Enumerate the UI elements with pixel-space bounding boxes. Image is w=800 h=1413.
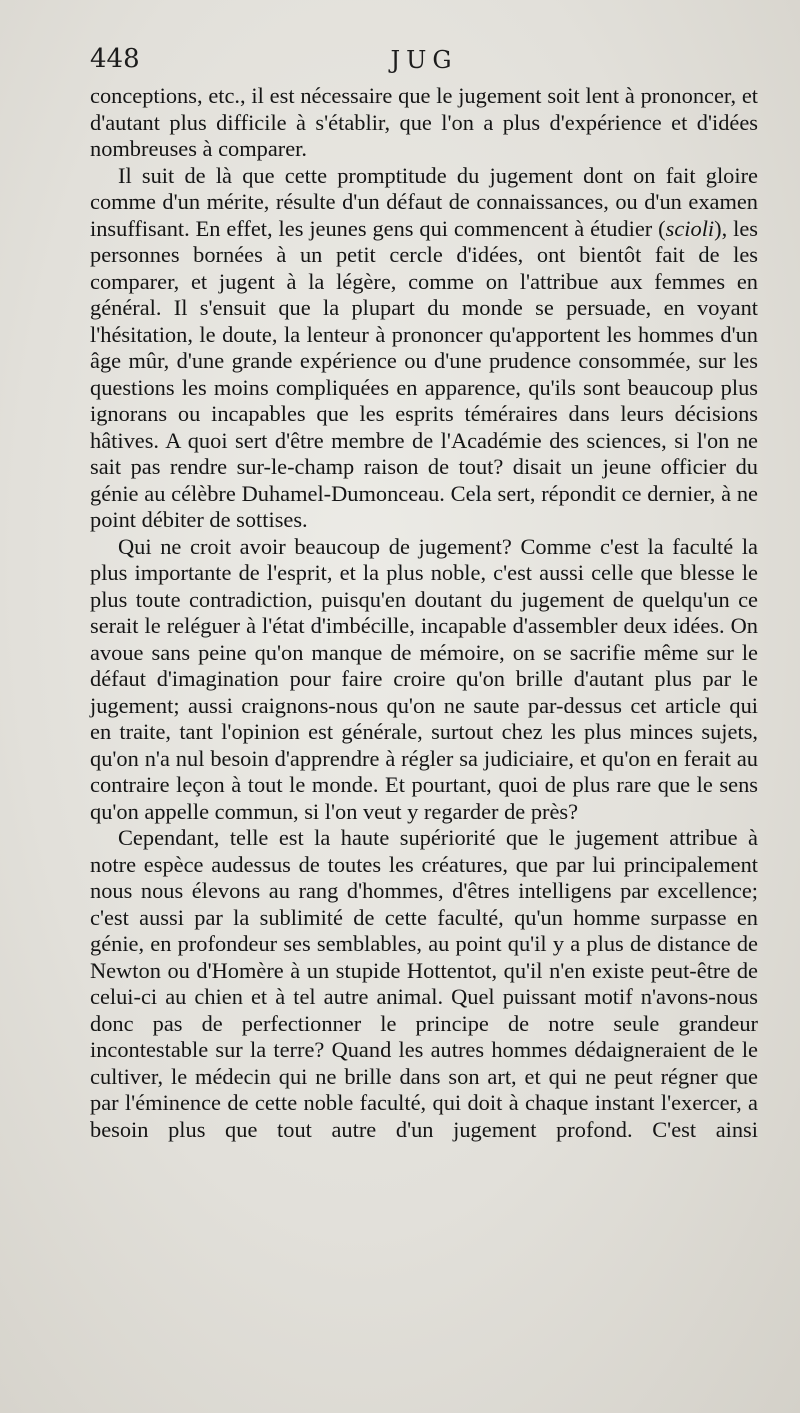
paragraph-1: conceptions, etc., il est nécessaire que le jugement soit lent à prononcer, et d'autant plus difficile à s'établir, que l'on a plus d'expérience et d'idées nombreuses à comparer. [90, 83, 758, 161]
page-header [90, 44, 758, 84]
running-head: JUG [390, 46, 458, 74]
paragraph-2 [90, 163, 758, 534]
body-text [90, 83, 758, 1143]
paragraph-4: Cependant, telle est la haute supériorité que le jugement attribue à notre espèce audessus de toutes les créatures, que par lui principalement nous nous élevons au rang d'hommes, d'êtres intelligens par excellence; c'est aussi par la sublimité de cette faculté, qu'un homme surpasse en génie, en profondeur ses semblables, au point qu'il y a plus de distance de Newton ou d'Homère à un stupide Hottentot, qu'il n'en existe peut-être de celui-ci au chien et à tel autre animal. Quel puissant motif n'avons-nous donc pas de perfectionner le principe de notre seule grandeur incontestable sur la terre? Quand les autres hommes dédaigneraient de le cultiver, le médecin qui ne brille dans son art, et qui ne peut régner que par l'éminence de cette noble faculté, qui doit à chaque instant l'exercer, a besoin plus que tout autre d'un jugement profond. C'est ainsi [90, 825, 758, 1142]
paragraph-2-text-start: Il suit de là que cette promptitude du jugement dont on fait gloire comme d'un mérite, résulte d'un défaut de connaissances, ou d'un examen insuffisant. En effet, les jeunes gens qui commencent à étudier ( [90, 162, 758, 241]
paragraph-3: Qui ne croit avoir beaucoup de jugement? Comme c'est la faculté la plus importante de l'esprit, et la plus noble, c'est aussi celle que blesse le plus toute contradiction, puisqu'en doutant du jugement de quelqu'un ce serait le reléguer à l'état d'imbécille, incapable d'assembler deux idées. On avoue sans peine qu'on manque de mémoire, on se sacrifie même sur le défaut d'imagination pour faire croire qu'on brille d'autant plus par le jugement; aussi craignons-nous qu'on ne saute par-dessus cet article qui en traite, tant l'opinion est générale, surtout chez les plus minces sujets, qu'on n'a nul besoin d'apprendre à régler sa judiciaire, et qu'on en ferait au contraire leçon à tout le monde. Et pourtant, quoi de plus rare que le sens qu'on appelle commun, si l'on veut y regarder de près? [90, 533, 758, 824]
paragraph-2-text-end: ), les personnes bornées à un petit cercle d'idées, ont bientôt fait de les comparer, et jugent à la légère, comme on l'attribue aux femmes en général. Il s'ensuit que la plupart du monde se persuade, en voyant l'hésitation, le doute, la lenteur à prononcer qu'apportent les hommes d'un âge mûr, d'une grande expérience ou d'une prudence consommée, sur les questions les moins compliquées en apparence, qu'ils sont beaucoup plus ignorans ou incapables que les esprits téméraires dans leurs décisions hâtives. A quoi sert d'être membre de l'Académie des sciences, si l'on ne sait pas rendre sur-le-champ raison de tout? disait un jeune officier du génie au célèbre Duhamel-Dumonceau. Cela sert, répondit ce dernier, à ne point débiter de sottises. [90, 215, 758, 532]
page-number: 448 [90, 44, 140, 74]
italic-term: scioli [665, 215, 715, 241]
